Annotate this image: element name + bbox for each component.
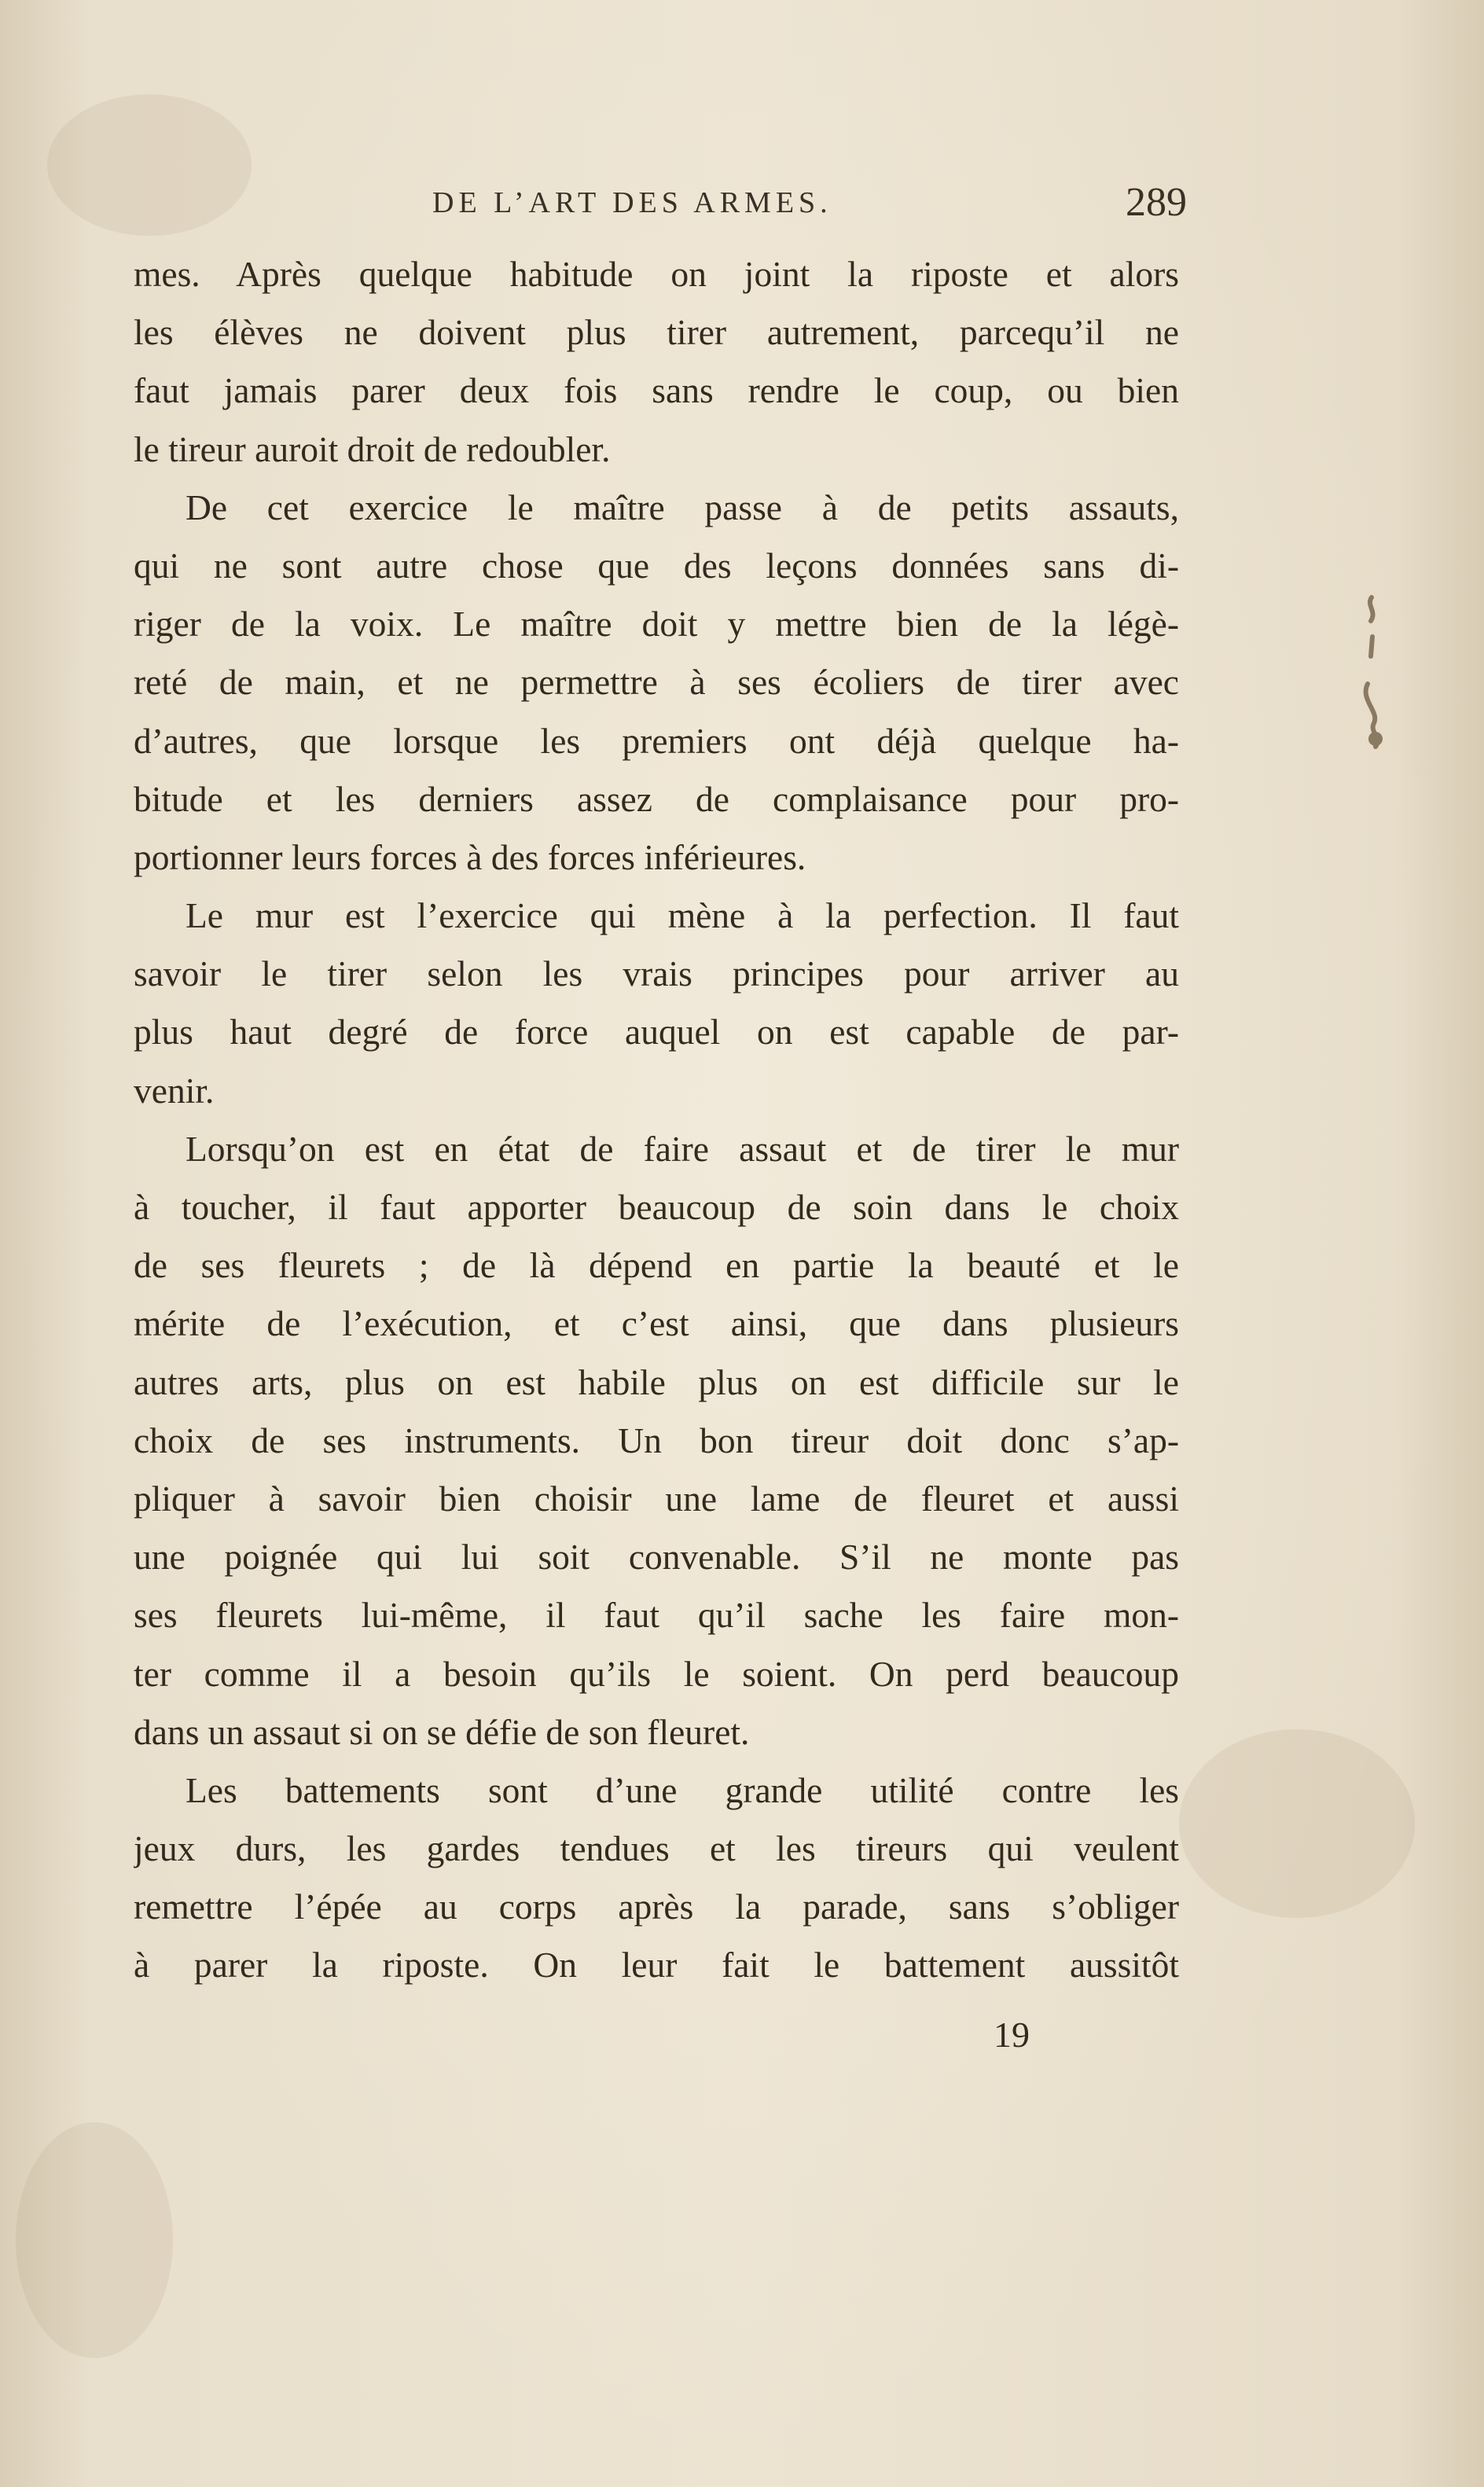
paragraph: [134, 1761, 1179, 1995]
text-line: Les battements sont d’une grande utilité contre les: [186, 1769, 1179, 1810]
text-line: reté de main, et ne permettre à ses écoliers de tirer avec: [134, 662, 1179, 703]
text-line: portionner leurs forces à des forces inférieures.: [134, 836, 806, 877]
text-line: une poignée qui lui soit convenable. S’il ne monte pas: [134, 1537, 1179, 1578]
text-line: pliquer à savoir bien choisir une lame de fleuret et aussi: [134, 1478, 1179, 1519]
text-line: mes. Après quelque habitude on joint la riposte et alors: [134, 254, 1179, 294]
text-line: Le mur est l’exercice qui mène à la perfection. Il faut: [186, 895, 1179, 936]
text-line: plus haut degré de force auquel on est capable de par-: [134, 1012, 1179, 1052]
paragraph: [134, 245, 1179, 479]
text-line: de ses fleurets ; de là dépend en partie la beauté et le: [134, 1245, 1179, 1286]
text-line: Lorsqu’on est en état de faire assaut et de tirer le mur: [186, 1128, 1179, 1169]
text-line: riger de la voix. Le maître doit y mettre bien de la légè-: [134, 604, 1179, 645]
text-line: qui ne sont autre chose que des leçons données sans di-: [134, 545, 1179, 586]
text-line: d’autres, que lorsque les premiers ont déjà quelque ha-: [134, 720, 1179, 761]
text-line: mérite de l’exécution, et c’est ainsi, que dans plusieurs: [134, 1303, 1179, 1344]
paragraph: [134, 887, 1179, 1120]
text-line: le tireur auroit droit de redoubler.: [134, 428, 611, 469]
paper-stain: [16, 2122, 173, 2358]
page-number: 289: [1126, 180, 1187, 225]
text-line: faut jamais parer deux fois sans rendre le coup, ou bien: [134, 370, 1179, 411]
paragraph: [134, 479, 1179, 887]
margin-ink-mark: [1336, 582, 1407, 786]
text-line: autres arts, plus on est habile plus on est difficile sur le: [134, 1361, 1179, 1402]
text-line: jeux durs, les gardes tendues et les tireurs qui veulent: [134, 1828, 1179, 1869]
paragraph: [134, 1120, 1179, 1761]
text-line: remettre l’épée au corps après la parade, sans s’obliger: [134, 1886, 1179, 1927]
text-line: à parer la riposte. On leur fait le battement aussitôt: [134, 1945, 1179, 1986]
text-line: savoir le tirer selon les vrais principes pour arriver au: [134, 953, 1179, 994]
body-text: [134, 245, 1179, 1995]
text-line: dans un assaut si on se défie de son fleuret.: [134, 1711, 750, 1752]
text-line: les élèves ne doivent plus tirer autrement, parcequ’il ne: [134, 312, 1179, 353]
text-line: ter comme il a besoin qu’ils le soient. On perd beaucoup: [134, 1653, 1179, 1694]
text-line: choix de ses instruments. Un bon tireur doit donc s’ap-: [134, 1420, 1179, 1460]
running-head: [134, 179, 1187, 226]
running-title: DE L’ART DES ARMES.: [432, 186, 832, 219]
text-line: à toucher, il faut apporter beaucoup de soin dans le choix: [134, 1187, 1179, 1227]
signature-mark: 19: [994, 2015, 1030, 2055]
text-line: De cet exercice le maître passe à de petits assauts,: [186, 487, 1179, 527]
text-line: bitude et les derniers assez de complaisance pour pro-: [134, 778, 1179, 819]
paper-stain: [1179, 1729, 1415, 1918]
text-line: ses fleurets lui-même, il faut qu’il sache les faire mon-: [134, 1595, 1179, 1636]
text-line: venir.: [134, 1070, 215, 1111]
